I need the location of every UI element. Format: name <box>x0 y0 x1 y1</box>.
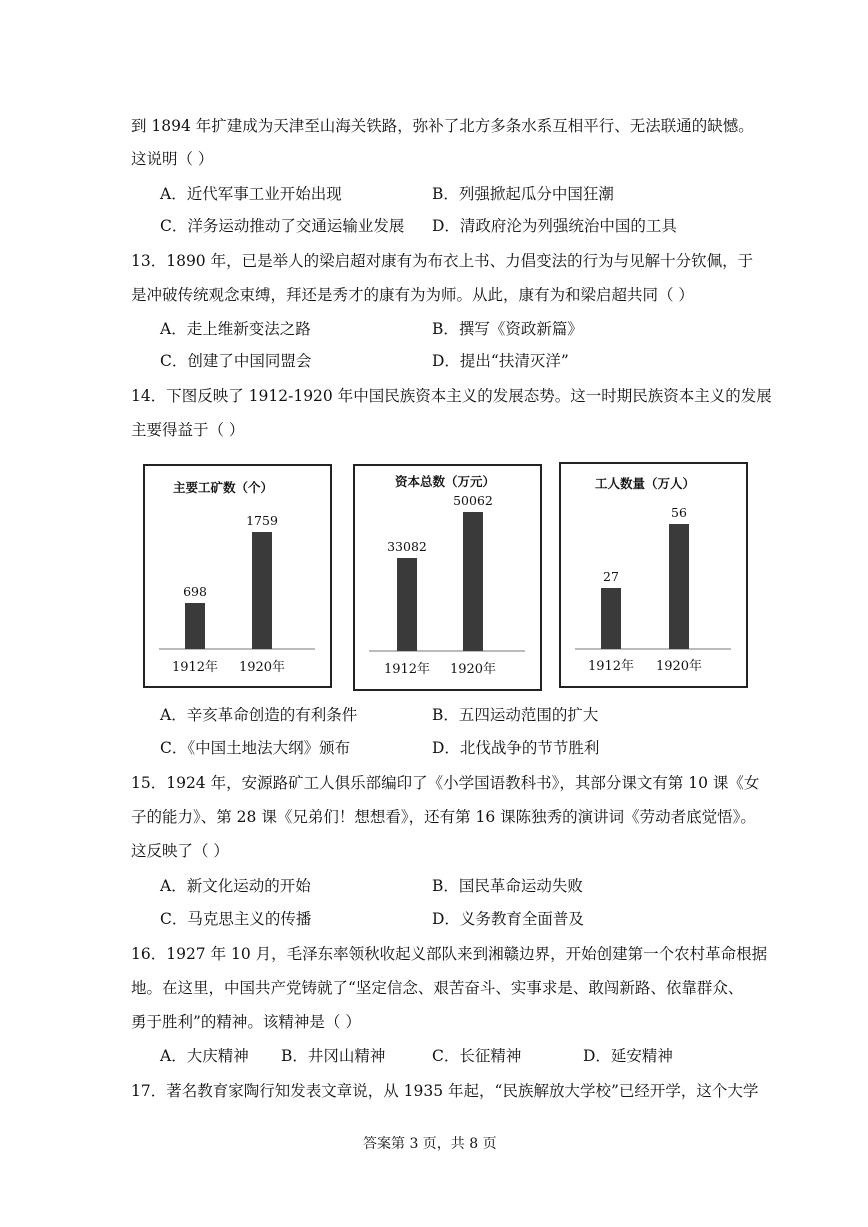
chart-mines <box>143 464 332 688</box>
x-tick-label: 1912年 <box>383 662 431 677</box>
text-line: A．新文化运动的开始 <box>160 877 311 895</box>
text-line: A．走上维新变法之路 <box>160 320 311 338</box>
text-line: C．洋务运动推动了交通运输业发展 <box>160 217 405 235</box>
text-line: D．延安精神 <box>583 1047 673 1065</box>
chart-capital <box>353 464 542 691</box>
text-line: 这反映了（ ） <box>131 842 229 860</box>
text-line: D．清政府沦为列强统治中国的工具 <box>432 217 677 235</box>
chart-svg <box>561 464 746 686</box>
bar-value-label: 56 <box>671 505 687 520</box>
text-line: B．五四运动范围的扩大 <box>432 706 599 724</box>
chart-svg <box>145 466 330 686</box>
text-line: A．大庆精神 <box>160 1047 249 1065</box>
text-line: 主要得益于（ ） <box>131 421 245 439</box>
text-line: 到 1894 年扩建成为天津至山海关铁路，弥补了北方多条水系互相平行、无法联通的缺憾。 <box>131 117 754 135</box>
text-line: 是冲破传统观念束缚，拜还是秀才的康有为为师。从此，康有为和梁启超共同（ ） <box>131 286 694 304</box>
text-line: A．辛亥革命创造的有利条件 <box>160 706 358 724</box>
page-footer: 答案第 3 页，共 8 页 <box>363 1136 497 1152</box>
text-line: C．马克思主义的传播 <box>160 910 312 928</box>
text-line: 14．下图反映了 1912-1920 年中国民族资本主义的发展态势。这一时期民族资本主义的发展 <box>131 387 772 405</box>
chart-title: 资本总数（万元） <box>395 474 496 489</box>
text-line: C．《中国土地法大纲》颁布 <box>160 739 351 757</box>
bar-value-label: 1759 <box>246 513 278 528</box>
x-tick-label: 1920年 <box>238 660 286 675</box>
text-line: D．义务教育全面普及 <box>432 910 584 928</box>
chart-svg <box>355 466 540 689</box>
bar-1 <box>669 524 689 649</box>
x-tick-label: 1920年 <box>449 662 497 677</box>
text-line: 勇于胜利”的精神。该精神是（ ） <box>131 1013 361 1031</box>
text-line: B．国民革命运动失败 <box>432 877 583 895</box>
text-line: C．创建了中国同盟会 <box>160 352 312 370</box>
text-line: 17．著名教育家陶行知发表文章说，从 1935 年起，“民族解放大学校”已经开学，这个大学 <box>131 1082 759 1100</box>
bar-0 <box>397 558 417 651</box>
bar-value-label: 50062 <box>453 493 493 508</box>
chart-workers <box>559 462 748 688</box>
x-tick-label: 1920年 <box>655 659 703 674</box>
x-tick-label: 1912年 <box>587 659 635 674</box>
text-line: 这说明（ ） <box>131 150 214 168</box>
chart-title: 主要工矿数（个） <box>173 480 274 495</box>
text-line: 地。在这里，中国共产党铸就了“坚定信念、艰苦奋斗、实事求是、敢闯新路、依靠群众、 <box>131 979 744 997</box>
bar-1 <box>252 532 272 649</box>
text-line: 15．1924 年，安源路矿工人俱乐部编印了《小学国语教科书》，其部分课文有第 10 课《女 <box>131 774 760 792</box>
bar-0 <box>185 603 205 649</box>
chart-title: 工人数量（万人） <box>595 476 696 491</box>
bar-0 <box>601 588 621 649</box>
text-line: B．撰写《资政新篇》 <box>432 320 583 338</box>
bar-1 <box>463 512 483 651</box>
x-tick-label: 1912年 <box>171 660 219 675</box>
text-line: D．提出“扶清灭洋” <box>432 352 569 370</box>
text-line: 13．1890 年，已是举人的梁启超对康有为布衣上书、力倡变法的行为与见解十分钦佩，于 <box>131 252 754 270</box>
text-line: A．近代军事工业开始出现 <box>160 185 342 203</box>
text-line: D．北伐战争的节节胜利 <box>432 739 600 757</box>
bar-value-label: 33082 <box>387 539 427 554</box>
bar-value-label: 27 <box>603 569 619 584</box>
bar-value-label: 698 <box>183 584 207 599</box>
text-line: 16．1927 年 10 月，毛泽东率领秋收起义部队来到湘赣边界，开始创建第一个农村革命根据 <box>131 945 768 963</box>
text-line: B．列强掀起瓜分中国狂潮 <box>432 185 614 203</box>
text-line: B．井冈山精神 <box>281 1047 386 1065</box>
text-line: C．长征精神 <box>432 1047 522 1065</box>
text-line: 子的能力》、第 28 课《兄弟们！想想看》，还有第 16 课陈独秀的演讲词《劳动者底觉悟》。 <box>131 808 756 826</box>
